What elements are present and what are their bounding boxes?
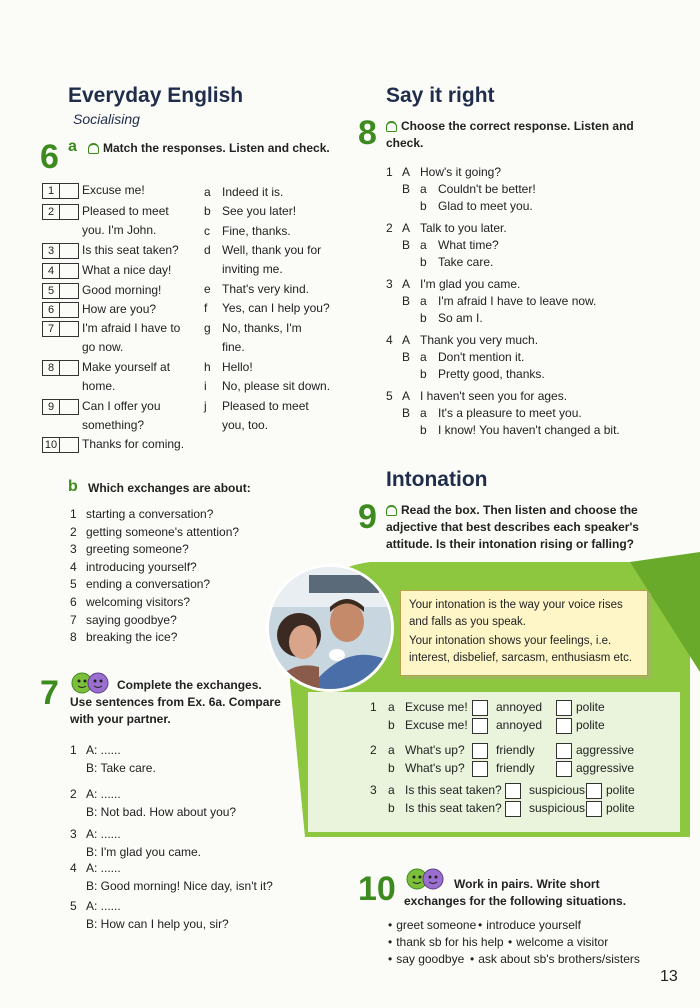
friends-chatting-photo [266,564,394,692]
option-letter: b [420,311,427,325]
pair-work-icon [70,672,112,694]
section-title-intonation: Intonation [386,468,488,491]
bullet-item: • thank sb for his help [388,935,504,949]
prompt-text: Is this seat taken? [82,243,179,257]
item-number: 1 [386,165,393,179]
speaker-b-label: B [402,182,411,196]
item-number: 3 [370,783,377,797]
answer-box[interactable] [59,321,79,337]
checkbox[interactable] [505,801,521,817]
response-text: you, too. [222,418,269,432]
speaker-a-label: A [402,277,411,291]
item-number-box: 9 [42,399,60,415]
prompt-text: you. I'm John. [82,223,157,237]
exercise-9-instruction-2: adjective that best describes each speaker's [386,520,639,534]
option-letter: a [388,743,395,757]
option-b[interactable]: I know! You haven't changed a bit. [438,423,620,437]
checkbox[interactable] [556,700,572,716]
option-b[interactable]: So am I. [438,311,483,325]
item-text: starting a conversation? [86,507,214,521]
response-letter: e [204,282,211,296]
line-a: A: ...... [86,827,121,841]
speaker-a-label: A [402,165,411,179]
item-number: 8 [70,630,77,645]
prompt-text: Excuse me! [82,183,145,197]
exercise-9-instruction-1: Read the box. Then listen and choose the [386,502,638,519]
speaker-b-label: B [402,238,411,252]
exercise-10-instruction-1: Work in pairs. Write short [454,877,600,891]
answer-box[interactable] [59,283,79,299]
exercise-8-instruction-1: Choose the correct response. Listen and [386,118,634,135]
option-letter: b [420,255,427,269]
checkbox[interactable] [586,801,602,817]
section-title-everyday-english: Everyday English [68,84,244,107]
response-text: Yes, can I help you? [222,301,330,315]
item-text: getting someone's attention? [86,524,240,539]
checkbox[interactable] [556,718,572,734]
prompt-text: I'm afraid I have to [82,321,181,335]
section-title-say-it-right: Say it right [386,84,495,107]
item-number: 3 [386,277,393,291]
bullet-item: • ask about sb's brothers/sisters [470,952,640,966]
answer-box[interactable] [59,360,79,376]
item-number: 5 [70,577,77,592]
speaker-a-label: A [402,389,411,403]
table-row [42,301,157,318]
line-b: Excuse me! [405,718,468,732]
checkbox[interactable] [472,718,488,734]
line-b: B: I'm glad you came. [86,845,202,859]
item-text: saying goodbye? [86,612,177,627]
response-text: That's very kind. [222,282,309,296]
speaker-b-label: B [402,350,411,364]
prompt-text: Pleased to meet [82,204,169,218]
exercise-8-instruction-2: check. [386,136,424,150]
option-letter: a [420,350,427,364]
prompt-text: Can I offer you [82,399,161,413]
line-a: Excuse me! [405,700,468,714]
response-letter: i [204,379,207,393]
item-number-box: 1 [42,183,60,199]
option-b[interactable]: Take care. [438,255,494,269]
line-b: B: Not bad. How about you? [86,805,237,819]
speaker-a-line: I'm glad you came. [420,277,521,291]
table-row [42,436,185,453]
checkbox[interactable] [472,700,488,716]
answer-box[interactable] [59,263,79,279]
option-a[interactable]: Couldn't be better! [438,182,536,196]
response-text: Hello! [222,360,253,374]
exercise-7-instruction-1: Complete the exchanges. [117,678,262,692]
prompt-text: Make yourself at [82,360,171,374]
item-number: 1 [70,507,77,521]
response-text: No, thanks, I'm [222,321,302,335]
checkbox[interactable] [472,743,488,759]
info-line: and falls as you speak. [409,616,526,628]
prompt-text: Thanks for coming. [82,437,185,451]
speaker-a-line: Thank you very much. [420,333,539,347]
line-a: A: ...... [86,743,121,757]
headphones-icon [386,505,397,516]
intonation-info-box [400,590,648,676]
option-letter: a [420,238,427,252]
item-number: 1 [70,743,77,757]
option-2: polite [606,783,635,797]
item-number: 4 [70,559,77,574]
item-text: welcoming visitors? [86,595,191,609]
speaker-a-line: How's it going? [420,165,501,179]
line-a: What's up? [405,743,465,757]
exercise-6b-instruction: Which exchanges are about: [88,481,251,495]
option-1: friendly [496,761,535,775]
line-a: A: ...... [86,899,121,913]
item-text: greeting someone? [86,542,189,557]
bullet-item: • introduce yourself [478,918,581,932]
option-b[interactable]: Glad to meet you. [438,199,533,213]
item-number: 4 [70,861,77,875]
response-text: Pleased to meet [222,399,309,413]
prompt-text: What a nice day! [82,263,172,277]
item-number-box: 6 [42,302,60,318]
line-b: Is this seat taken? [405,801,502,815]
option-letter: a [388,783,395,797]
exercise-10-instruction-2: exchanges for the following situations. [404,894,627,908]
item-number: 2 [70,787,77,801]
item-number-box: 10 [42,437,60,453]
checkbox[interactable] [586,783,602,799]
bullet-item: • say goodbye [388,952,464,966]
option-a[interactable]: Don't mention it. [438,350,525,364]
bullet-item: • greet someone [388,918,476,932]
option-letter: b [420,423,427,437]
option-a[interactable]: I'm afraid I have to leave now. [438,294,597,308]
table-row [42,282,162,299]
response-text: fine. [222,340,245,354]
answer-box[interactable] [59,399,79,415]
option-letter: b [388,718,395,732]
response-letter: b [204,204,211,218]
option-2: polite [576,718,605,732]
speaker-a-line: Talk to you later. [420,221,507,235]
option-a[interactable]: It's a pleasure to meet you. [438,406,582,420]
item-text: introducing yourself? [86,559,197,574]
exercise-7-instruction-3: with your partner. [70,712,171,726]
item-number-box: 7 [42,321,60,337]
option-2: aggressive [576,761,635,775]
pair-work-icon [405,868,447,890]
info-line: Your intonation is the way your voice rises [409,599,623,611]
item-number: 5 [386,389,393,403]
response-letter: d [204,243,211,257]
line-b: B: Take care. [86,761,156,775]
option-letter: b [420,367,427,381]
option-letter: a [420,182,427,196]
table-row [42,242,179,259]
option-letter: b [420,199,427,213]
option-a[interactable]: What time? [438,238,499,252]
exercise-10-number: 10 [358,870,396,908]
response-letter: c [204,224,210,238]
exercise-8-number: 8 [358,114,377,152]
response-text: No, please sit down. [222,379,331,393]
line-b: B: How can I help you, sir? [86,917,229,931]
headphones-icon [88,143,99,154]
answer-box[interactable] [59,204,79,220]
option-letter: b [388,801,395,815]
item-number: 4 [386,333,393,347]
response-letter: a [204,185,211,199]
response-text: Fine, thanks. [222,224,291,238]
option-1: annoyed [496,700,543,714]
table-row [42,203,169,237]
prompt-text: something? [82,418,145,432]
prompt-text: How are you? [82,302,157,316]
option-1: annoyed [496,718,543,732]
line-a: A: ...... [86,861,121,875]
response-letter: h [204,360,211,374]
table-row [42,262,172,279]
speaker-a-line: I haven't seen you for ages. [420,389,568,403]
speaker-b-label: B [402,406,411,420]
line-b: B: Good morning! Nice day, isn't it? [86,879,273,893]
checkbox[interactable] [556,743,572,759]
prompt-text: Good morning! [82,283,162,297]
answer-box[interactable] [59,302,79,318]
item-number-box: 5 [42,283,60,299]
checkbox[interactable] [556,761,572,777]
option-1: suspicious [529,801,586,815]
checkbox[interactable] [505,783,521,799]
item-number: 5 [70,899,77,913]
response-text: Indeed it is. [222,185,284,199]
headphones-icon [386,121,397,132]
table-row [42,320,181,354]
item-number-box: 3 [42,243,60,259]
item-number: 2 [370,743,377,757]
info-line: interest, disbelief, sarcasm, enthusiasm etc. [409,652,633,664]
option-2: polite [606,801,635,815]
answer-box[interactable] [59,437,79,453]
speaker-a-label: A [402,221,411,235]
table-row [42,359,171,393]
option-letter: a [420,406,427,420]
line-b: What's up? [405,761,465,775]
line-a: A: ...... [86,787,121,801]
item-number-box: 8 [42,360,60,376]
exercise-6a-instruction: Match the responses. Listen and check. [88,140,330,157]
item-text: breaking the ice? [86,630,178,645]
page-number: 13 [660,968,678,985]
item-number: 7 [70,612,77,627]
option-2: polite [576,700,605,714]
item-number: 2 [70,524,77,539]
exercise-9-number: 9 [358,498,377,536]
exercise-7-instruction-2: Use sentences from Ex. 6a. Compare [70,695,281,709]
prompt-text: home. [82,379,116,393]
exercise-6a-letter: a [68,138,77,155]
speaker-b-label: B [402,294,411,308]
item-text: ending a conversation? [86,577,211,592]
exercise-9-instruction-3: attitude. Is their intonation rising or falling? [386,537,634,551]
response-text: Well, thank you for [222,243,322,257]
prompt-text: go now. [82,340,124,354]
option-2: aggressive [576,743,635,757]
exercise-7-number: 7 [40,674,59,712]
option-letter: a [388,700,395,714]
option-1: friendly [496,743,535,757]
checkbox[interactable] [472,761,488,777]
section-subtitle: Socialising [73,111,140,127]
response-text: See you later! [222,204,297,218]
exercise-6b-letter: b [68,478,78,495]
exercise-6-number: 6 [40,138,59,176]
option-b[interactable]: Pretty good, thanks. [438,367,545,381]
item-number: 2 [386,221,393,235]
option-1: suspicious [529,783,586,797]
table-row [42,182,145,199]
info-line: Your intonation shows your feelings, i.e. [409,635,612,647]
response-letter: j [204,399,207,413]
item-number: 6 [70,595,77,609]
item-number: 1 [370,700,377,714]
item-number: 3 [70,827,77,841]
option-letter: b [388,761,395,775]
option-letter: a [420,294,427,308]
response-text: inviting me. [222,262,283,276]
line-a: Is this seat taken? [405,783,502,797]
item-number: 3 [70,542,77,557]
answer-box[interactable] [59,243,79,259]
bullet-item: • welcome a visitor [508,935,608,949]
item-number-box: 4 [42,263,60,279]
response-letter: f [204,301,208,315]
answer-box[interactable] [59,183,79,199]
response-letter: g [204,321,211,335]
table-row [42,398,161,432]
item-number-box: 2 [42,204,60,220]
speaker-a-label: A [402,333,411,347]
